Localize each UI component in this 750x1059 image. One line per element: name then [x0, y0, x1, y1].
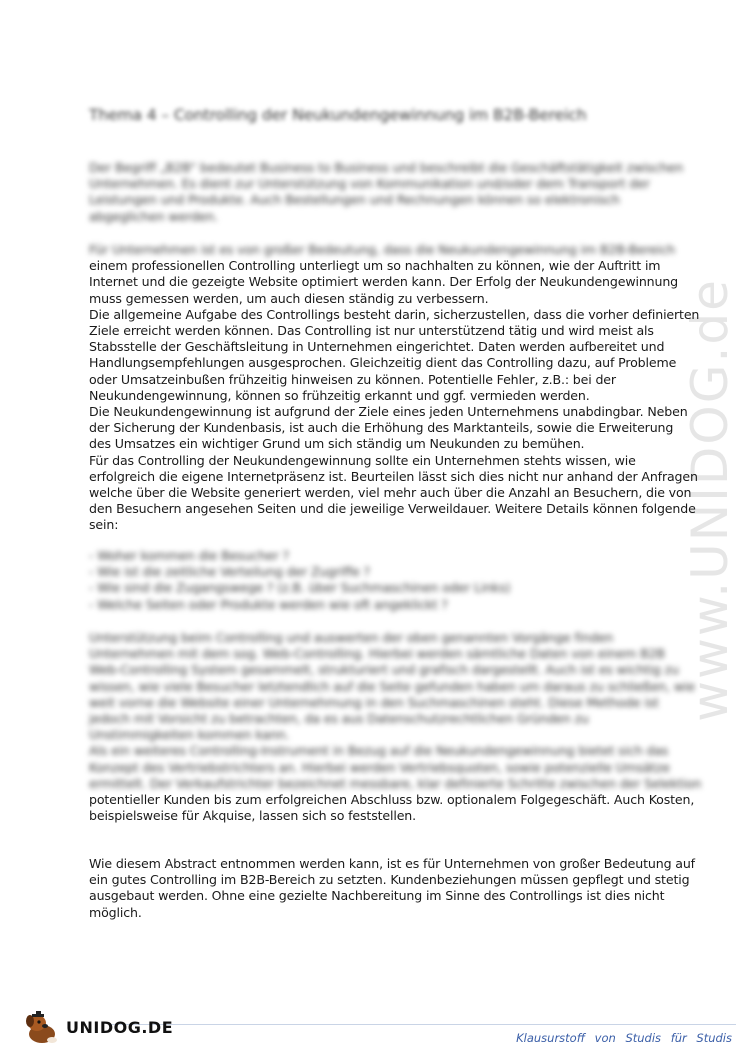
text-line: des Umsatzes ein wichtiger Grund um sich ständig um Neukunden zu bemühen. [89, 436, 585, 452]
text-line: Wie diesem Abstract entnommen werden kann, ist es für Unternehmen von großer Bedeutung auf [89, 856, 695, 871]
text-line: der Sicherung der Kundenbasis, ist auch die Erhöhung des Marktanteils, sowie die Erweiterung [89, 420, 674, 436]
text-line: Web-Controlling System gesammelt, strukturiert und grafisch dargestellt. Auch ist es wichtig zu [89, 662, 679, 678]
text-line: welche über die Website generiert werden, viel mehr auch über die Anzahl an Besuchern, die von [89, 485, 692, 501]
text-line: Die allgemeine Aufgabe des Controllings besteht darin, sicherzustellen, dass die vorher definierten [89, 306, 700, 322]
unidog-logo[interactable] [22, 1010, 174, 1046]
text-line: ermittelt. Der Verkaufstrichter bezeichnet messbare, klar definierte Schritte zwischen der Selektion [89, 775, 702, 791]
list-item: - Wie ist die zeitliche Verteilung der Zugriffe ? [89, 564, 371, 580]
text-line: Unternehmen. Es dient zur Unterstützung von Kommunikation und/oder dem Transport der [89, 176, 650, 192]
text-line: Für das Controlling der Neukundengewinnung sollte ein Unternehmen stehts wissen, wie [89, 452, 636, 468]
conclusion-paragraph [89, 856, 695, 921]
watermark-text: www.UNIDOG.de [681, 278, 739, 722]
main-paragraph [89, 242, 700, 534]
text-line: Handlungsempfehlungen ausgesprochen. Gleichzeitig dient das Controlling dazu, auf Probleme [89, 355, 677, 371]
text-line: Der Begriff „B2B“ bedeutet Business to Business und beschreibt die Geschäftstätigkeit zwischen [89, 160, 684, 175]
text-line: Konzept des Vertriebstrichters an. Hierbei werden Vertriebsquoten, sowie potenzielle Umsätze [89, 759, 670, 775]
text-line: abgeglichen werden. [89, 208, 218, 224]
text-line: möglich. [89, 904, 142, 920]
footer-divider [110, 1024, 736, 1025]
footer-tagline: Klausurstoff von Studis für Studis [516, 1031, 732, 1045]
list-item: - Welche Seiten oder Produkte werden wie oft angeklickt ? [89, 596, 448, 612]
text-line: potentieller Kunden bis zum erfolgreichen Abschluss bzw. optionalem Folgegeschäft. Auch Kosten, [89, 792, 695, 808]
text-line: Internet und die gezeigte Website optimiert werden kann. Der Erfolg der Neukundengewinnung [89, 274, 678, 290]
text-line: Unterstützung beim Controlling und auswerten der oben genannten Vorgänge finden [89, 630, 614, 645]
text-line: muss gemessen werden, um auch diesen ständig zu verbessern. [89, 290, 489, 306]
text-line: Für Unternehmen ist es von großer Bedeutung, dass die Neukundengewinnung im B2B-Bereich [89, 242, 676, 257]
text-line: Neukundengewinnung, können so frühzeitig erkannt und ggf. vermieden werden. [89, 387, 590, 403]
text-line: Unstimmigkeiten kommen kann. [89, 727, 290, 743]
intro-paragraph [89, 160, 684, 225]
text-line: sein: [89, 517, 119, 533]
text-line: wissen, wie viele Besucher letztendlich auf die Seite gefunden haben um daraus zu schließen, wie [89, 678, 695, 694]
web-controlling-paragraph [89, 630, 702, 824]
text-line: Stabsstelle der Geschäftsleitung in Unternehmen eingerichtet. Daten werden aufbereitet und [89, 339, 665, 355]
text-line: den Besuchern angesehen Seiten und die jeweilige Verweildauer. Weitere Details können folgende [89, 501, 696, 517]
blurred-section [89, 630, 702, 792]
text-line: erfolgreich die eigene Internetpräsenz ist. Beurteilen lässt sich dies nicht nur anhand der Anfragen [89, 468, 698, 484]
text-line: oder Umsatzeinbußen frühzeitig hinweisen zu können. Potentielle Fehler, z.B.: bei der [89, 371, 616, 387]
text-line: beispielsweise für Akquise, lassen sich so feststellen. [89, 808, 416, 824]
text-line: weit vorne die Website einer Unternehmung in den Suchmaschinen steht. Diese Methode ist [89, 694, 659, 710]
logo-text: UNIDOG.DE [66, 1018, 174, 1037]
text-line: Unternehmen mit dem sog. Web-Controlling. Hierbei werden sämtliche Daten von einem B2B [89, 646, 665, 662]
text-line: Ziele erreicht werden können. Das Controlling ist nur unterstützend tätig und wird meist als [89, 323, 654, 339]
text-line: jedoch mit Vorsicht zu betrachten, da es aus Datenschutzrechtlichen Gründen zu [89, 711, 589, 727]
text-line: ein gutes Controlling im B2B-Bereich zu setzten. Kundenbeziehungen müssen gepflegt und stetig [89, 872, 690, 888]
list-item: - Woher kommen die Besucher ? [89, 548, 290, 563]
text-line: einem professionellen Controlling unterliegt um so nachhalten zu können, wie der Auftritt im [89, 258, 661, 274]
dog-mascot-icon [22, 1010, 66, 1046]
text-line: Die Neukundengewinnung ist aufgrund der Ziele eines jeden Unternehmens unabdingbar. Neben [89, 404, 688, 420]
document-title: Thema 4 – Controlling der Neukundengewinnung im B2B-Bereich [89, 106, 587, 124]
bullet-list [89, 548, 677, 613]
text-line: Leistungen und Produkte. Auch Bestellungen und Rechnungen können so elektronisch [89, 192, 620, 208]
list-item: - Wie sind die Zugangswege ? (z.B. über Suchmaschinen oder Links) [89, 580, 511, 596]
text-line: ausgebaut werden. Ohne eine gezielte Nachbereitung im Sinne des Controllings ist dies nicht [89, 888, 665, 904]
text-line: Als ein weiteres Controlling-Instrument in Bezug auf die Neukundengewinnung bietet sich das [89, 743, 669, 759]
